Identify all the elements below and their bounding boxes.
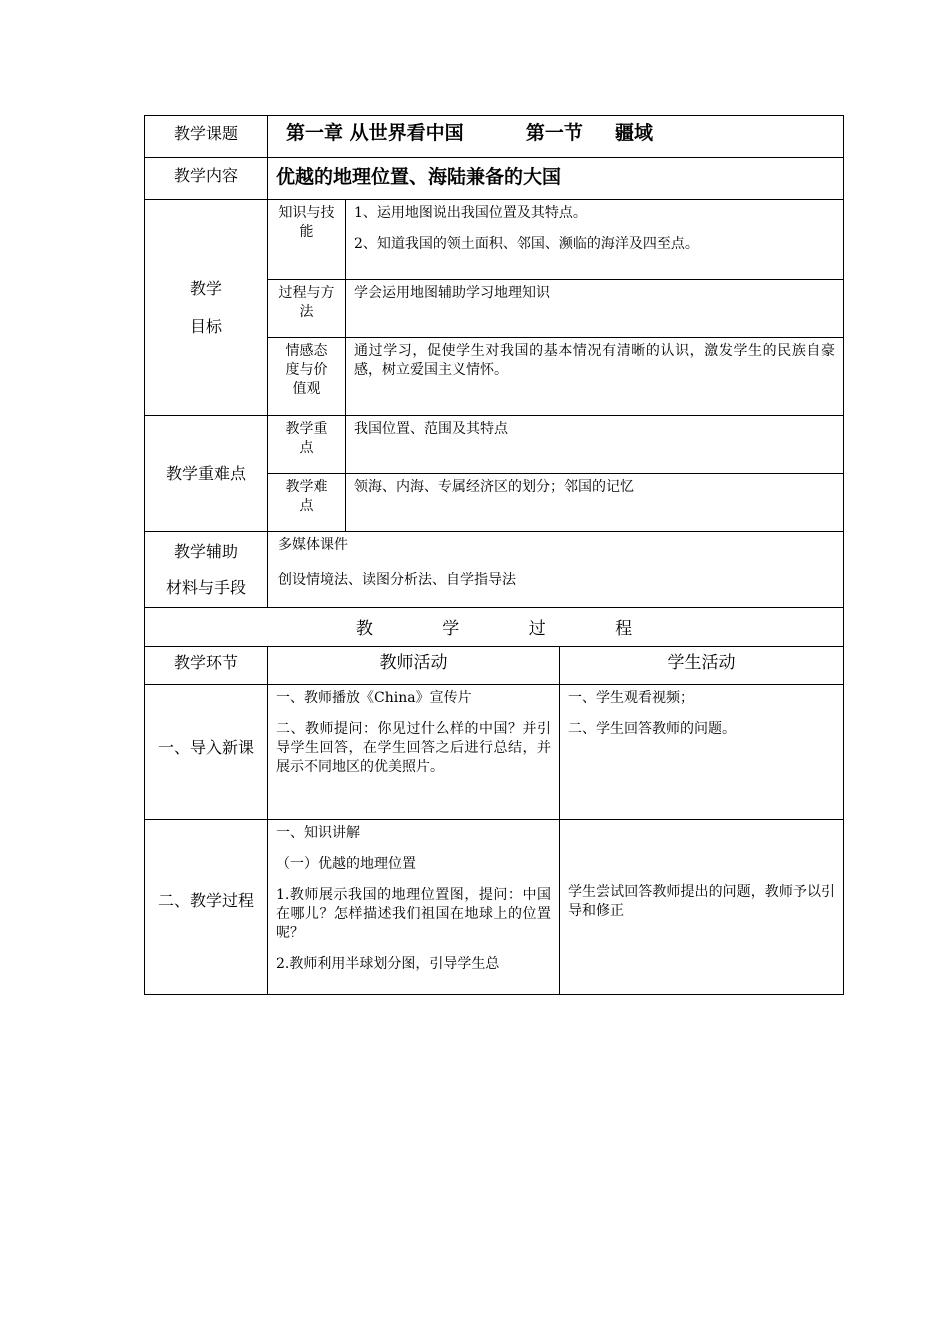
key-row-focus <box>145 416 844 474</box>
process-heading-char-3: 过 <box>528 619 546 639</box>
goal-method-label: 过程与方法 <box>268 280 346 338</box>
aids-label-line1: 教学辅助 <box>173 542 238 561</box>
goals-label-line1: 教学 <box>189 278 222 298</box>
step-row-teaching <box>145 820 844 995</box>
content-value: 优越的地理位置、海陆兼备的大国 <box>276 166 562 188</box>
key-points-label: 教学重难点 <box>145 416 268 532</box>
key-focus-label: 教学重点 <box>268 416 346 474</box>
process-columns-row <box>145 647 844 685</box>
lesson-plan-table <box>144 115 844 995</box>
step-intro-student <box>560 685 844 820</box>
step-teaching-teacher-item-2: （一）优越的地理位置 <box>276 856 416 872</box>
col-stage-header: 教学环节 <box>145 647 268 685</box>
topic-section-title: 疆域 <box>615 122 654 144</box>
goal-row-knowledge <box>145 200 844 280</box>
goal-knowledge-item-2: 2、知道我国的领土面积、邻国、濒临的海洋及四至点。 <box>354 236 699 252</box>
step-intro-student-item-1: 一、学生观看视频； <box>568 690 694 706</box>
goal-knowledge-item-1: 1、运用地图说出我国位置及其特点。 <box>354 205 587 221</box>
topic-section: 第一节 <box>525 122 583 144</box>
goal-method-text: 学会运用地图辅助学习地理知识 <box>346 280 844 338</box>
process-heading-char-1: 教 <box>355 619 373 639</box>
goals-label-line2: 目标 <box>189 316 222 336</box>
step-row-intro <box>145 685 844 820</box>
aids-item-2: 创设情境法、读图分析法、自学指导法 <box>278 572 516 588</box>
step-teaching-student <box>560 820 844 995</box>
goal-attitude-text: 通过学习，促使学生对我国的基本情况有清晰的认识，激发学生的民族自豪感，树立爱国主义情怀。 <box>346 338 844 416</box>
topic-label: 教学课题 <box>145 116 268 158</box>
topic-value <box>268 116 844 158</box>
key-focus-text: 我国位置、范围及其特点 <box>346 416 844 474</box>
process-heading <box>145 608 844 647</box>
aids-label-line2: 材料与手段 <box>165 578 246 597</box>
key-difficulty-label: 教学难点 <box>268 474 346 532</box>
step-intro-stage: 一、导入新课 <box>145 685 268 820</box>
step-intro-teacher <box>268 685 560 820</box>
step-teaching-teacher-item-3: 1.教师展示我国的地理位置图，提问：中国在哪儿？怎样描述我们祖国在地球上的位置呢？ <box>276 887 551 941</box>
goal-knowledge-label: 知识与技能 <box>268 200 346 280</box>
step-intro-student-item-2: 二、学生回答教师的问题。 <box>568 721 736 737</box>
step-teaching-teacher-item-4: 2.教师利用半球划分图，引导学生总 <box>276 956 500 972</box>
step-teaching-teacher <box>268 820 560 995</box>
key-difficulty-text: 领海、内海、专属经济区的划分；邻国的记忆 <box>346 474 844 532</box>
aids-label <box>145 532 268 608</box>
goal-attitude-label: 情感态度与价值观 <box>268 338 346 416</box>
process-heading-char-4: 程 <box>615 619 633 639</box>
step-intro-teacher-item-2: 二、教师提问：你见过什么样的中国？并引导学生回答，在学生回答之后进行总结，并展示不同地区的优美照片。 <box>276 721 551 775</box>
step-intro-teacher-item-1: 一、教师播放《China》宣传片 <box>276 690 472 706</box>
aids-row <box>145 532 844 608</box>
aids-text <box>268 532 844 608</box>
aids-item-1: 多媒体课件 <box>278 537 348 553</box>
process-heading-row <box>145 608 844 647</box>
goals-label <box>145 200 268 416</box>
step-teaching-student-item-1: 学生尝试回答教师提出的问题，教师予以引导和修正 <box>568 884 836 919</box>
goal-knowledge-text <box>346 200 844 280</box>
content-cell <box>268 158 844 200</box>
topic-row <box>145 116 844 158</box>
step-teaching-stage: 二、教学过程 <box>145 820 268 995</box>
process-heading-char-2: 学 <box>442 619 460 639</box>
col-teacher-header: 教师活动 <box>268 647 560 685</box>
step-teaching-teacher-item-1: 一、知识讲解 <box>276 825 360 841</box>
content-label: 教学内容 <box>145 158 268 200</box>
content-row <box>145 158 844 200</box>
topic-chapter: 第一章 从世界看中国 <box>286 122 464 144</box>
col-student-header: 学生活动 <box>560 647 844 685</box>
